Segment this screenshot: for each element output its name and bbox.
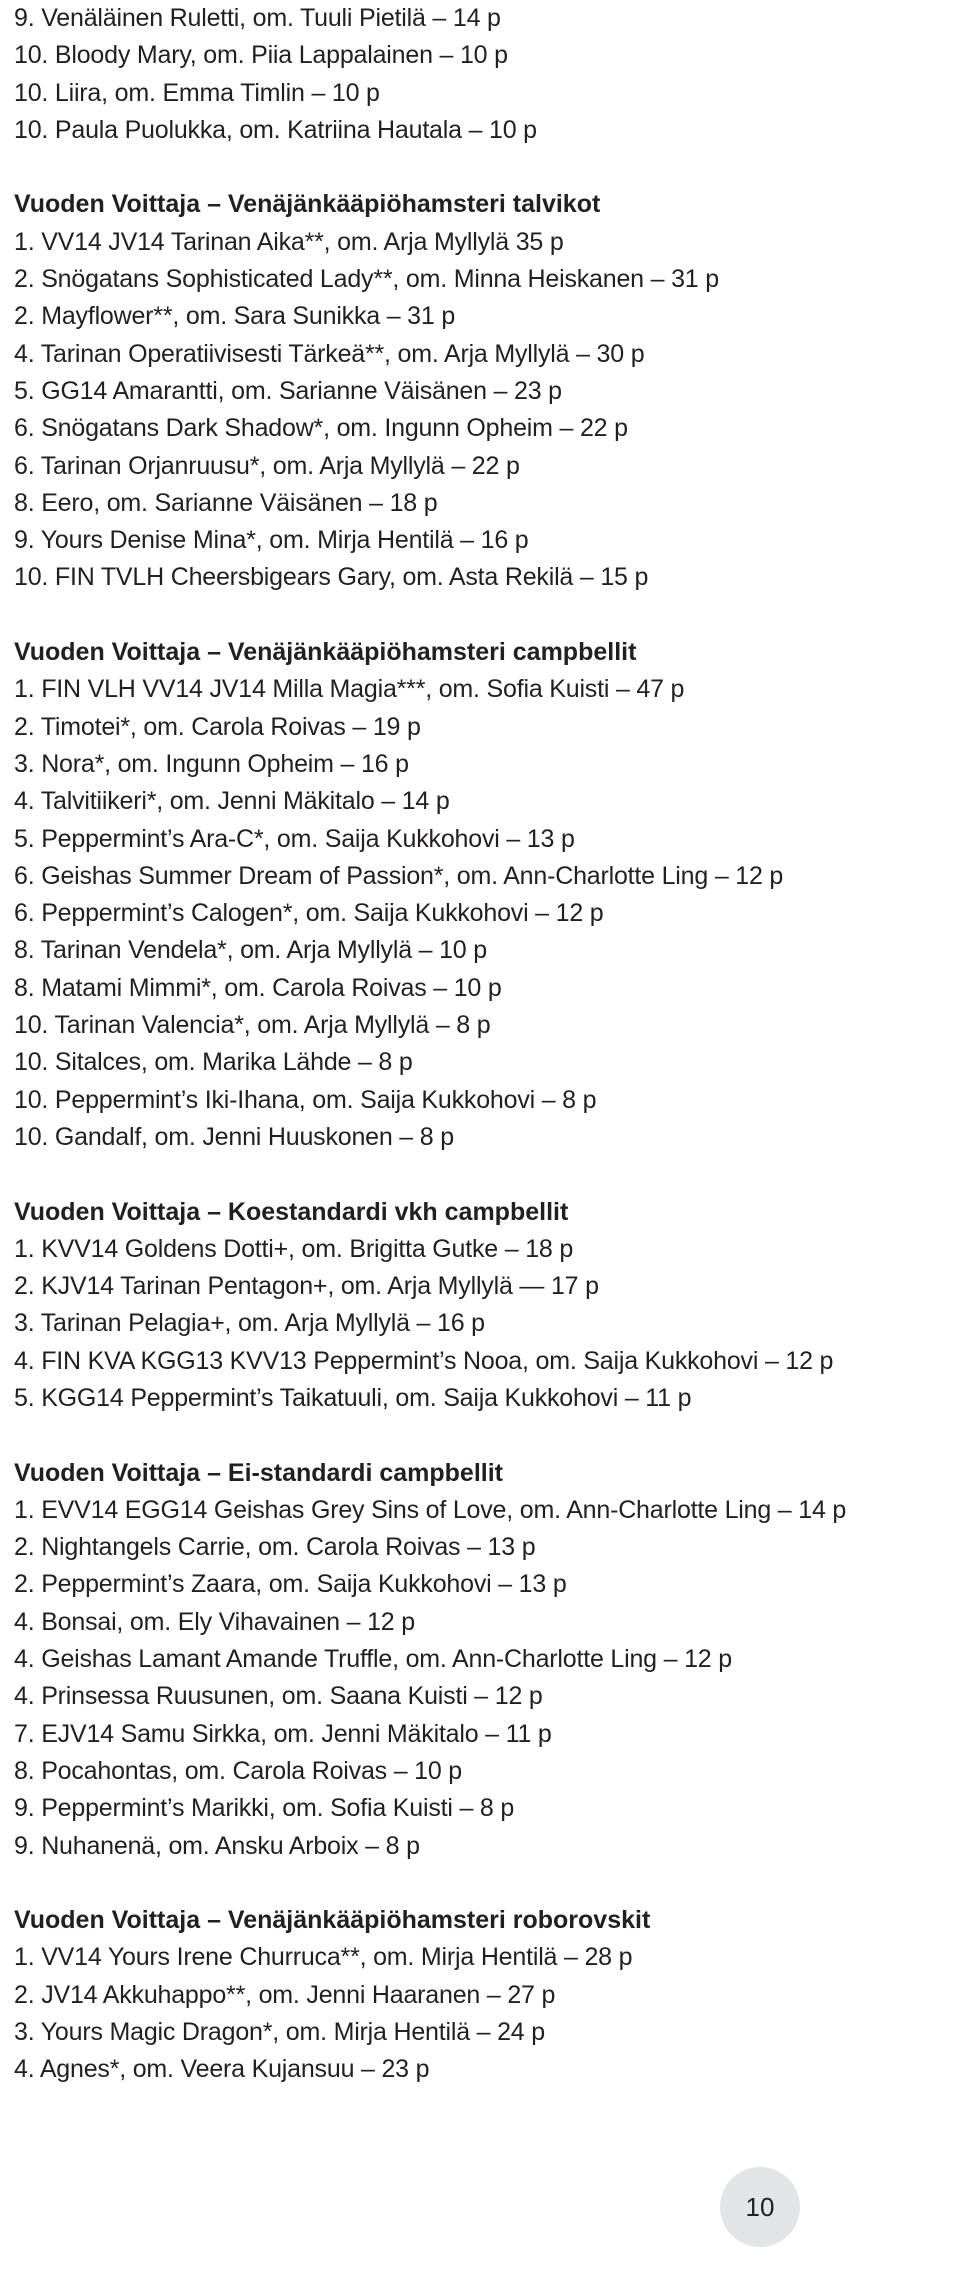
result-entry: 10. Bloody Mary, om. Piia Lappalainen – 10 p: [14, 41, 508, 70]
result-entry: 2. KJV14 Tarinan Pentagon+, om. Arja Myllylä — 17 p: [14, 1272, 599, 1301]
result-entry: 3. Tarinan Pelagia+, om. Arja Myllylä – 16 p: [14, 1309, 485, 1338]
result-entry: 5. GG14 Amarantti, om. Sarianne Väisänen – 23 p: [14, 376, 562, 405]
result-entry: 10. Tarinan Valencia*, om. Arja Myllylä – 8 p: [14, 1011, 491, 1040]
result-entry: 8. Tarinan Vendela*, om. Arja Myllylä – 10 p: [14, 936, 487, 965]
result-entry: 2. Timotei*, om. Carola Roivas – 19 p: [14, 712, 421, 741]
result-entry: 4. Bonsai, om. Ely Vihavainen – 12 p: [14, 1607, 415, 1636]
result-entry: 8. Matami Mimmi*, om. Carola Roivas – 10 p: [14, 973, 502, 1002]
result-entry: 6. Peppermint’s Calogen*, om. Saija Kukkohovi – 12 p: [14, 899, 604, 928]
result-entry: 8. Pocahontas, om. Carola Roivas – 10 p: [14, 1756, 463, 1785]
result-entry: 9. Venäläinen Ruletti, om. Tuuli Pietilä – 14 p: [14, 4, 501, 32]
section-heading: Vuoden Voittaja – Venäjänkääpiöhamsteri campbellit: [14, 638, 637, 667]
section-heading: Vuoden Voittaja – Ei-standardi campbellit: [14, 1458, 503, 1487]
result-entry: 9. Nuhanenä, om. Ansku Arboix – 8 p: [14, 1831, 420, 1860]
result-entry: 5. Peppermint’s Ara-C*, om. Saija Kukkohovi – 13 p: [14, 824, 575, 853]
result-entry: 6. Snögatans Dark Shadow*, om. Ingunn Opheim – 22 p: [14, 414, 628, 443]
result-entry: 1. VV14 JV14 Tarinan Aika**, om. Arja Myllylä 35 p: [14, 227, 564, 256]
result-entry: 1. KVV14 Goldens Dotti+, om. Brigitta Gutke – 18 p: [14, 1234, 574, 1263]
result-entry: 10. Sitalces, om. Marika Lähde – 8 p: [14, 1048, 413, 1077]
result-entry: 6. Tarinan Orjanruusu*, om. Arja Myllylä – 22 p: [14, 451, 520, 480]
result-entry: 6. Geishas Summer Dream of Passion*, om. Ann-Charlotte Ling – 12 p: [14, 861, 784, 890]
section-heading: Vuoden Voittaja – Venäjänkääpiöhamsteri roborovskit: [14, 1906, 651, 1935]
results-page: [14, 0, 944, 2089]
section-spacer: [14, 1417, 944, 1454]
result-entry: 2. Peppermint’s Zaara, om. Saija Kukkohovi – 13 p: [14, 1570, 567, 1599]
section-heading: Vuoden Voittaja – Koestandardi vkh campbellit: [14, 1197, 569, 1226]
result-entry: 4. Tarinan Operatiivisesti Tärkeä**, om. Arja Myllylä – 30 p: [14, 339, 645, 368]
result-entry: 4. Geishas Lamant Amande Truffle, om. Ann-Charlotte Ling – 12 p: [14, 1645, 732, 1674]
result-entry: 10. Peppermint’s Iki-Ihana, om. Saija Kukkohovi – 8 p: [14, 1085, 597, 1114]
result-entry: 10. Liira, om. Emma Timlin – 10 p: [14, 78, 380, 107]
section-spacer: [14, 1865, 944, 1902]
result-entry: 2. Mayflower**, om. Sara Sunikka – 31 p: [14, 302, 456, 331]
section-spacer: [14, 1156, 944, 1193]
result-entry: 1. VV14 Yours Irene Churruca**, om. Mirja Hentilä – 28 p: [14, 1943, 633, 1972]
result-entry: 1. FIN VLH VV14 JV14 Milla Magia***, om. Sofia Kuisti – 47 p: [14, 675, 685, 704]
page-number: 10: [745, 2191, 775, 2222]
result-entry: 9. Peppermint’s Marikki, om. Sofia Kuisti – 8 p: [14, 1794, 515, 1823]
result-entry: 5. KGG14 Peppermint’s Taikatuuli, om. Saija Kukkohovi – 11 p: [14, 1383, 692, 1412]
section-spacer: [14, 149, 944, 186]
result-entry: 4. Prinsessa Ruusunen, om. Saana Kuisti – 12 p: [14, 1682, 543, 1711]
result-entry: 4. Talvitiikeri*, om. Jenni Mäkitalo – 14 p: [14, 787, 450, 816]
page-number-badge: [720, 2167, 800, 2247]
result-entry: 10. Paula Puolukka, om. Katriina Hautala – 10 p: [14, 115, 537, 144]
section-spacer: [14, 597, 944, 634]
result-entry: 2. Nightangels Carrie, om. Carola Roivas – 13 p: [14, 1533, 536, 1562]
result-entry: 4. FIN KVA KGG13 KVV13 Peppermint’s Nooa, om. Saija Kukkohovi – 12 p: [14, 1346, 834, 1375]
result-entry: 10. FIN TVLH Cheersbigears Gary, om. Asta Rekilä – 15 p: [14, 563, 649, 592]
section-heading: Vuoden Voittaja – Venäjänkääpiöhamsteri talvikot: [14, 190, 601, 219]
result-entry: 8. Eero, om. Sarianne Väisänen – 18 p: [14, 488, 438, 517]
result-entry: 7. EJV14 Samu Sirkka, om. Jenni Mäkitalo – 11 p: [14, 1719, 552, 1748]
result-entry: 2. JV14 Akkuhappo**, om. Jenni Haaranen – 27 p: [14, 1980, 556, 2009]
result-entry: 1. EVV14 EGG14 Geishas Grey Sins of Love, om. Ann-Charlotte Ling – 14 p: [14, 1495, 847, 1524]
result-entry: 2. Snögatans Sophisticated Lady**, om. Minna Heiskanen – 31 p: [14, 265, 719, 294]
result-entry: 10. Gandalf, om. Jenni Huuskonen – 8 p: [14, 1122, 454, 1151]
result-entry: 3. Nora*, om. Ingunn Opheim – 16 p: [14, 749, 409, 778]
result-entry: 9. Yours Denise Mina*, om. Mirja Hentilä – 16 p: [14, 526, 529, 555]
result-entry: 4. Agnes*, om. Veera Kujansuu – 23 p: [14, 2055, 430, 2084]
result-entry: 3. Yours Magic Dragon*, om. Mirja Hentilä – 24 p: [14, 2018, 545, 2047]
